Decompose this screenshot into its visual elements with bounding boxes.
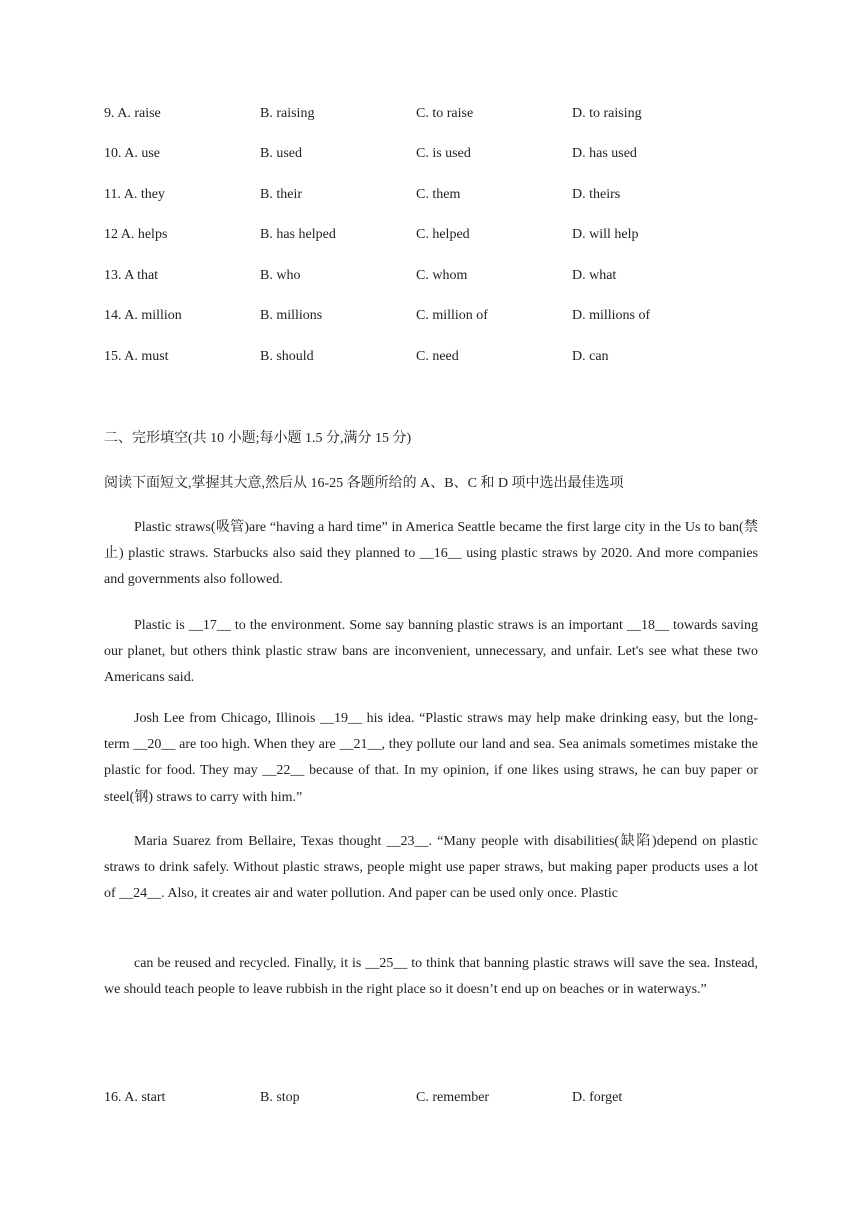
option-row-q9 [104, 104, 764, 124]
option-c: C. remember [416, 1090, 490, 1105]
option-d: D. millions of [572, 308, 651, 323]
option-row-q11 [104, 185, 764, 205]
option-d: D. to raising [572, 106, 642, 121]
option-row-q16 [104, 1088, 764, 1108]
option-a: 12 A. helps [104, 227, 168, 242]
option-b: B. millions [260, 308, 323, 323]
passage-paragraph-2: Plastic is __17__ to the environment. Some say banning plastic straws is an important __18__ towards saving our planet, but others think plastic straw bans are inconvenient, unnecessary, and unfair. Let's see what these two Americans said. [104, 618, 758, 686]
option-d: D. has used [572, 146, 637, 161]
option-c: C. to raise [416, 106, 474, 121]
option-c: C. whom [416, 268, 468, 283]
option-b: B. used [260, 146, 302, 161]
option-d: D. will help [572, 227, 639, 242]
option-row-q14 [104, 306, 764, 326]
option-b: B. raising [260, 106, 315, 121]
option-b: B. has helped [260, 227, 336, 242]
section-title: 二、完形填空(共 10 小题;每小题 1.5 分,满分 15 分) [104, 431, 412, 446]
option-c: C. them [416, 187, 461, 202]
option-row-q13 [104, 266, 764, 286]
option-a: 16. A. start [104, 1090, 166, 1105]
option-b: B. who [260, 268, 301, 283]
option-a: 9. A. raise [104, 106, 161, 121]
option-d: D. can [572, 349, 609, 364]
option-a: 15. A. must [104, 349, 169, 364]
passage-paragraph-1: Plastic straws(吸管)are “having a hard time” in America Seattle became the first large city in the Us to ban(禁止) plastic straws. Starbucks also said they planned to __16__ using plastic straws by 2020. And more companies and governments also followed. [104, 520, 758, 588]
passage-paragraph-5: can be reused and recycled. Finally, it is __25__ to think that banning plastic straws will save the sea. Instead, we should teach people to leave rubbish in the right place so it doesn’t end up on beaches or in waterways.” [104, 956, 758, 998]
option-c: C. need [416, 349, 459, 364]
option-b: B. their [260, 187, 302, 202]
option-a: 14. A. million [104, 308, 182, 323]
option-d: D. forget [572, 1090, 623, 1105]
section-instruction: 阅读下面短文,掌握其大意,然后从 16-25 各题所给的 A、B、C 和 D 项中选出最佳选项 [104, 476, 624, 491]
option-a: 10. A. use [104, 146, 160, 161]
option-b: B. should [260, 349, 314, 364]
option-c: C. helped [416, 227, 470, 242]
option-c: C. is used [416, 146, 471, 161]
option-d: D. what [572, 268, 617, 283]
option-row-q12 [104, 225, 764, 245]
option-row-q15 [104, 347, 764, 367]
passage-paragraph-3: Josh Lee from Chicago, Illinois __19__ his idea. “Plastic straws may help make drinking easy, but the long-term __20__ are too high. When they are __21__, they pollute our land and sea. Sea animals sometimes mistake the plastic for food. They may __22__ because of that. In my opinion, if one likes using straws, he can buy paper or steel(钢) straws to carry with him.” [104, 711, 758, 805]
option-a: 11. A. they [104, 187, 165, 202]
option-d: D. theirs [572, 187, 621, 202]
option-c: C. million of [416, 308, 488, 323]
option-b: B. stop [260, 1090, 300, 1105]
option-row-q10 [104, 144, 764, 164]
option-a: 13. A that [104, 268, 159, 283]
passage-paragraph-4: Maria Suarez from Bellaire, Texas thought __23__. “Many people with disabilities(缺陷)depend on plastic straws to drink safely. Without plastic straws, people might use paper straws, but making paper products uses a lot of __24__. Also, it creates air and water pollution. And paper can be used only once. Plastic [104, 834, 758, 902]
